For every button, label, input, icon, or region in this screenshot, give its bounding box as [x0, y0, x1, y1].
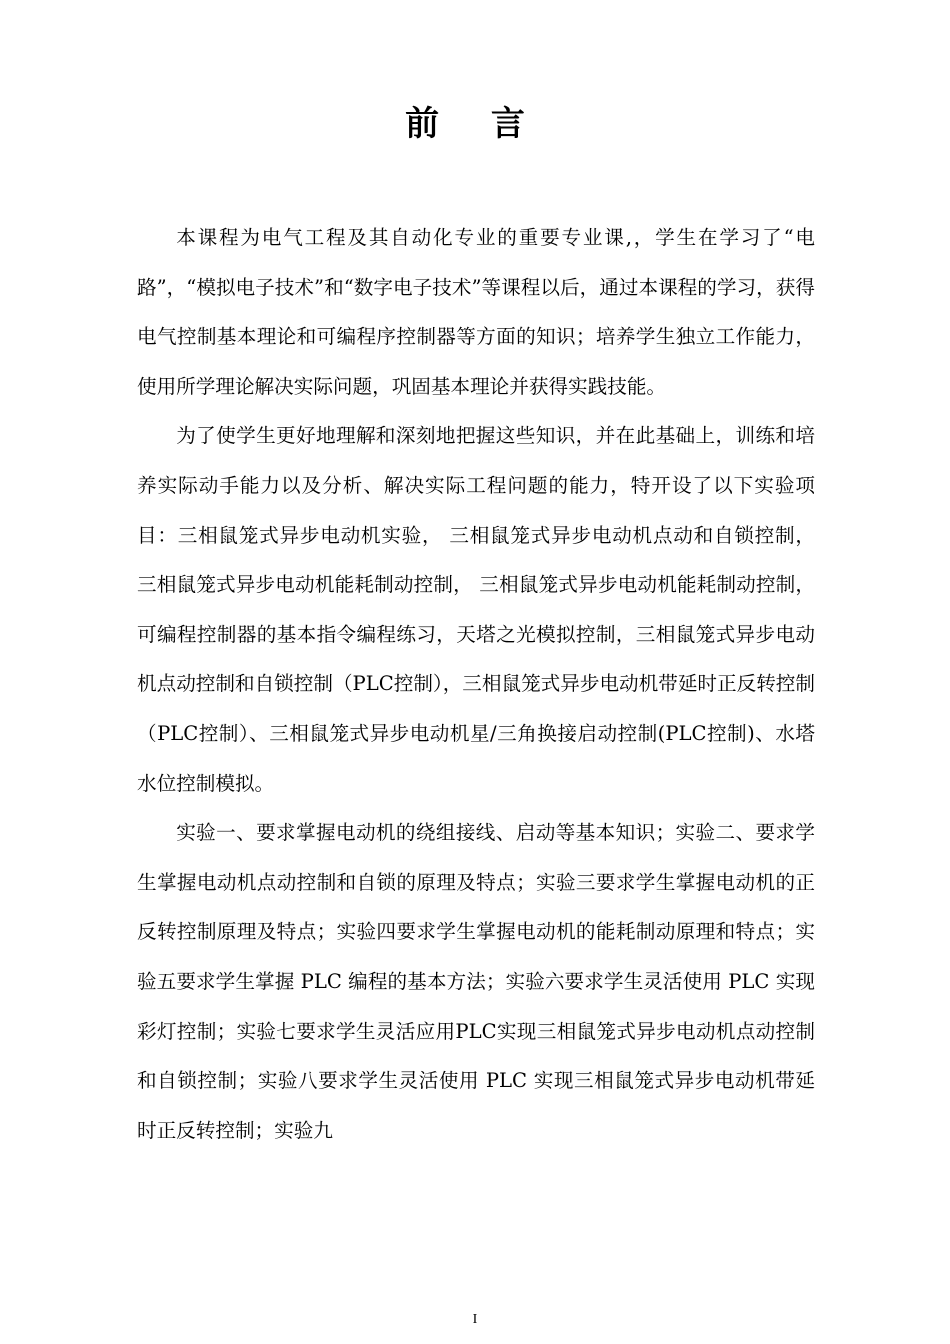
- page-number: I: [472, 1312, 478, 1327]
- body-text: [137, 213, 815, 1155]
- paragraph-experiment-list: 为了使学生更好地理解和深刻地把握这些知识，并在此基础上，训练和培养实际动手能力以及分析、解决实际工程问题的能力，特开设了以下实验项目：三相鼠笼式异步电动机实验， 三相鼠笼式异步电动机点动和自锁控制， 三相鼠笼式异步电动机能耗制动控制， 三相鼠笼式异步电动机能耗制动控制，可编程控制器的基本指令编程练习，天塔之光模拟控制，三相鼠笼式异步电动机点动控制和自锁控制（PLC控制），三相鼠笼式异步电动机带延时正反转控制（PLC控制）、三相鼠笼式异步电动机星/三角换接启动控制(PLC控制)、水塔水位控制模拟。: [137, 424, 815, 795]
- paragraph-experiment-requirements: 实验一、要求掌握电动机的绕组接线、启动等基本知识；实验二、要求学生掌握电动机点动控制和自锁的原理及特点；实验三要求学生掌握电动机的正反转控制原理及特点；实验四要求学生掌握电动机的能耗制动原理和特点；实验五要求学生掌握 PLC 编程的基本方法；实验六要求学生灵活使用 PLC 实现彩灯控制；实验七要求学生灵活应用PLC实现三相鼠笼式异步电动机点动控制和自锁控制；实验八要求学生灵活使用 PLC 实现三相鼠笼式异步电动机带延时正反转控制；实验九: [137, 821, 815, 1142]
- paragraph-course-intro: 本课程为电气工程及其自动化专业的重要专业课,，学生在学习了“电路”，“模拟电子技术”和“数字电子技术”等课程以后，通过本课程的学习，获得电气控制基本理论和可编程序控制器等方面的知识；培养学生独立工作能力，使用所学理论解决实际问题，巩固基本理论并获得实践技能。: [137, 226, 815, 398]
- page-title: 前 言: [405, 104, 545, 144]
